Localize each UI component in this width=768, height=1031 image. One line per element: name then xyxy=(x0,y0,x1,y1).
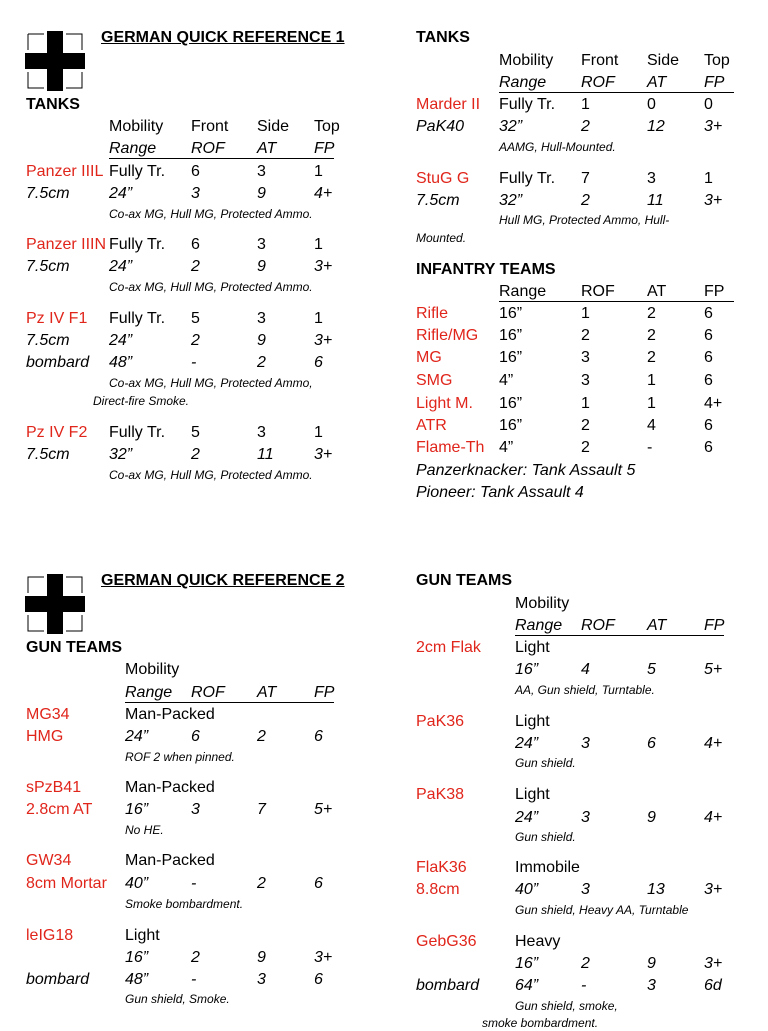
unit-note: No HE. xyxy=(125,823,164,837)
unit-note: Gun shield, Smoke. xyxy=(125,992,230,1006)
fp-value: 4+ xyxy=(704,395,723,412)
range-value: 16” xyxy=(515,661,539,678)
mobility-value: Fully Tr. xyxy=(109,163,166,180)
fp-value: 3+ xyxy=(704,881,723,898)
mobility-value: Fully Tr. xyxy=(499,170,556,187)
unit-note: Co-ax MG, Hull MG, Protected Ammo, xyxy=(109,376,313,390)
infantry-name: ATR xyxy=(416,417,447,434)
at-value: 7 xyxy=(257,801,266,818)
rof-value: 3 xyxy=(581,372,590,389)
unit-note: Direct-fire Smoke. xyxy=(93,394,190,408)
weapon-name: 7.5cm xyxy=(26,185,70,202)
col-header-range: Range xyxy=(515,617,563,634)
rof-value: 2 xyxy=(191,332,200,349)
range-value: 24” xyxy=(109,185,133,202)
infantry-footnote: Panzerknacker: Tank Assault 5 xyxy=(416,462,636,479)
range-value: 16” xyxy=(499,349,523,366)
rof-value: 3 xyxy=(581,735,590,752)
rof-value: - xyxy=(191,971,197,988)
unit-note: Co-ax MG, Hull MG, Protected Ammo. xyxy=(109,207,313,221)
range-value: 24” xyxy=(109,332,133,349)
side-value: 3 xyxy=(257,424,266,441)
range-value: 4” xyxy=(499,372,514,389)
infantry-name: SMG xyxy=(416,372,453,389)
unit-name: Marder II xyxy=(416,96,481,113)
at-value: 9 xyxy=(257,332,266,349)
infantry-name: Light M. xyxy=(416,395,473,412)
col-header-at: AT xyxy=(647,283,667,300)
side-value: 3 xyxy=(257,163,266,180)
range-value: 24” xyxy=(109,258,133,275)
fp-value: 6 xyxy=(314,971,323,988)
unit-name: 2cm Flak xyxy=(416,639,481,656)
col-header-rof: ROF xyxy=(191,140,225,157)
at-value: 3 xyxy=(647,977,656,994)
unit-name: PaK36 xyxy=(416,713,465,730)
unit-name: PaK38 xyxy=(416,786,465,803)
range-value: 64” xyxy=(515,977,539,994)
unit-name: Panzer IIIN xyxy=(26,236,107,253)
unit-name: 2.8cm AT xyxy=(26,801,93,818)
mobility-value: Light xyxy=(515,713,550,730)
rof-value: 2 xyxy=(191,949,200,966)
at-value: 2 xyxy=(647,305,656,322)
at-value: - xyxy=(647,439,653,456)
unit-note: Mounted. xyxy=(416,231,467,245)
at-value: 11 xyxy=(257,446,274,463)
unit-name: GebG36 xyxy=(416,933,477,950)
front-value: 7 xyxy=(581,170,590,187)
front-value: 5 xyxy=(191,310,200,327)
rof-value: 3 xyxy=(581,349,590,366)
mobility-value: Man-Packed xyxy=(125,706,215,723)
unit-name: Pz IV F1 xyxy=(26,310,88,327)
infantry-name: Rifle/MG xyxy=(416,327,479,344)
fp-value: 6 xyxy=(704,349,713,366)
col-header-front: Front xyxy=(191,118,229,135)
unit-note: AA, Gun shield, Turntable. xyxy=(515,683,655,697)
balkenkreuz-icon xyxy=(25,574,85,634)
fp-value: 6 xyxy=(314,728,323,745)
unit-note: Smoke bombardment. xyxy=(125,897,244,911)
mobility-value: Fully Tr. xyxy=(109,236,166,253)
fp-value: 4+ xyxy=(314,185,333,202)
at-value: 1 xyxy=(647,372,656,389)
fp-value: 4+ xyxy=(704,809,723,826)
at-value: 2 xyxy=(647,349,656,366)
col-header-range: Range xyxy=(499,74,547,91)
col-header-fp: FP xyxy=(704,74,725,91)
unit-name: Panzer IIIL xyxy=(26,163,104,180)
front-value: 5 xyxy=(191,424,200,441)
mobility-value: Light xyxy=(125,927,160,944)
rof-value: 2 xyxy=(191,446,200,463)
range-value: 48” xyxy=(125,971,149,988)
infantry-footnote: Pioneer: Tank Assault 4 xyxy=(416,484,584,501)
weapon-name: PaK40 xyxy=(416,118,465,135)
fp-value: 3+ xyxy=(704,118,723,135)
unit-note: AAMG, Hull-Mounted. xyxy=(499,140,616,154)
gun-teams-heading: GUN TEAMS xyxy=(416,572,512,589)
side-value: 3 xyxy=(257,310,266,327)
range-value: 40” xyxy=(515,881,539,898)
fp-value: 3+ xyxy=(704,192,723,209)
header-underline xyxy=(125,702,334,703)
fp-value: 3+ xyxy=(314,446,333,463)
top-value: 0 xyxy=(704,96,713,113)
rof-value: 4 xyxy=(581,661,590,678)
at-value: 9 xyxy=(257,185,266,202)
tanks-heading: TANKS xyxy=(26,96,80,113)
unit-name: FlaK36 xyxy=(416,859,467,876)
at-value: 2 xyxy=(257,728,266,745)
weapon-name: 7.5cm xyxy=(26,446,70,463)
at-value: 9 xyxy=(257,258,266,275)
rof-value: - xyxy=(581,977,587,994)
fp-value: 6 xyxy=(704,305,713,322)
col-header-mobility: Mobility xyxy=(125,661,180,678)
fp-value: 4+ xyxy=(704,735,723,752)
col-header-mobility: Mobility xyxy=(499,52,554,69)
fp-value: 3+ xyxy=(314,332,333,349)
fp-value: 6 xyxy=(704,372,713,389)
rof-value: 2 xyxy=(581,417,590,434)
col-header-range: Range xyxy=(109,140,157,157)
at-value: 9 xyxy=(647,809,656,826)
fp-value: 3+ xyxy=(314,949,333,966)
col-header-mobility: Mobility xyxy=(515,595,570,612)
rof-value: - xyxy=(191,875,197,892)
fp-value: 6 xyxy=(704,327,713,344)
unit-note: Hull MG, Protected Ammo, Hull- xyxy=(499,213,670,227)
col-header-mobility: Mobility xyxy=(109,118,164,135)
front-value: 6 xyxy=(191,163,200,180)
top-value: 1 xyxy=(704,170,713,187)
fp-value: 6 xyxy=(704,417,713,434)
col-header-fp: FP xyxy=(314,140,335,157)
at-value: 4 xyxy=(647,417,656,434)
unit-name: StuG G xyxy=(416,170,470,187)
col-header-range: Range xyxy=(499,283,547,300)
rof-value: 3 xyxy=(581,881,590,898)
fp-value: 5+ xyxy=(704,661,723,678)
rof-value: 2 xyxy=(581,439,590,456)
rof-value: 2 xyxy=(191,258,200,275)
front-value: 6 xyxy=(191,236,200,253)
rof-value: 6 xyxy=(191,728,200,745)
weapon-name: 7.5cm xyxy=(416,192,460,209)
col-header-front: Front xyxy=(581,52,619,69)
top-value: 1 xyxy=(314,163,323,180)
fp-value: 6d xyxy=(704,977,722,994)
rof-value: 2 xyxy=(581,327,590,344)
col-header-fp: FP xyxy=(314,684,335,701)
rof-value: 2 xyxy=(581,192,590,209)
at-value: 2 xyxy=(647,327,656,344)
col-header-fp: FP xyxy=(704,617,725,634)
at-value: 13 xyxy=(647,881,665,898)
fp-value: 6 xyxy=(314,875,323,892)
mobility-value: Fully Tr. xyxy=(109,310,166,327)
at-value: 5 xyxy=(647,661,656,678)
top-value: 1 xyxy=(314,310,323,327)
reference-1-title: GERMAN QUICK REFERENCE 1 xyxy=(101,29,345,46)
unit-name: leIG18 xyxy=(26,927,74,944)
at-value: 9 xyxy=(257,949,266,966)
weapon-name: 7.5cm xyxy=(26,258,70,275)
unit-name: sPzB41 xyxy=(26,779,82,796)
weapon-name: bombard xyxy=(26,971,90,988)
col-header-fp: FP xyxy=(704,283,725,300)
range-value: 32” xyxy=(499,192,523,209)
col-header-at: AT xyxy=(257,684,277,701)
range-value: 4” xyxy=(499,439,514,456)
unit-name: GW34 xyxy=(26,852,72,869)
balkenkreuz-icon xyxy=(25,31,85,91)
header-underline xyxy=(109,158,334,159)
rof-value: 1 xyxy=(581,305,590,322)
range-value: 16” xyxy=(125,949,149,966)
col-header-at: AT xyxy=(647,74,667,91)
range-value: 32” xyxy=(109,446,133,463)
weapon-name: bombard xyxy=(26,354,90,371)
unit-name: MG34 xyxy=(26,706,70,723)
range-value: 32” xyxy=(499,118,523,135)
side-value: 3 xyxy=(257,236,266,253)
infantry-name: Flame-Th xyxy=(416,439,485,456)
at-value: 2 xyxy=(257,354,266,371)
unit-name: 8.8cm xyxy=(416,881,460,898)
mobility-value: Immobile xyxy=(515,859,580,876)
unit-note: smoke bombardment. xyxy=(482,1016,599,1030)
side-value: 0 xyxy=(647,96,656,113)
fp-value: 3+ xyxy=(314,258,333,275)
range-value: 24” xyxy=(515,809,539,826)
rof-value: 3 xyxy=(581,809,590,826)
range-value: 16” xyxy=(499,395,523,412)
rof-value: 2 xyxy=(581,118,590,135)
rof-value: 1 xyxy=(581,395,590,412)
mobility-value: Fully Tr. xyxy=(109,424,166,441)
fp-value: 6 xyxy=(314,354,323,371)
mobility-value: Light xyxy=(515,786,550,803)
unit-name: Pz IV F2 xyxy=(26,424,88,441)
col-header-at: AT xyxy=(257,140,277,157)
at-value: 12 xyxy=(647,118,665,135)
reference-2-title: GERMAN QUICK REFERENCE 2 xyxy=(101,572,345,589)
mobility-value: Man-Packed xyxy=(125,852,215,869)
tanks-heading: TANKS xyxy=(416,29,470,46)
col-header-top: Top xyxy=(314,118,340,135)
header-underline xyxy=(515,635,724,636)
col-header-rof: ROF xyxy=(581,74,615,91)
range-value: 24” xyxy=(515,735,539,752)
unit-name: 8cm Mortar xyxy=(26,875,107,892)
range-value: 16” xyxy=(515,955,539,972)
header-underline xyxy=(499,92,734,93)
unit-note: Co-ax MG, Hull MG, Protected Ammo. xyxy=(109,280,313,294)
at-value: 3 xyxy=(257,971,266,988)
at-value: 2 xyxy=(257,875,266,892)
top-value: 1 xyxy=(314,424,323,441)
rof-value: 3 xyxy=(191,185,200,202)
fp-value: 3+ xyxy=(704,955,723,972)
side-value: 3 xyxy=(647,170,656,187)
at-value: 9 xyxy=(647,955,656,972)
top-value: 1 xyxy=(314,236,323,253)
unit-note: Gun shield. xyxy=(515,756,576,770)
range-value: 40” xyxy=(125,875,149,892)
unit-note: ROF 2 when pinned. xyxy=(125,750,235,764)
fp-value: 5+ xyxy=(314,801,333,818)
mobility-value: Light xyxy=(515,639,550,656)
mobility-value: Fully Tr. xyxy=(499,96,556,113)
weapon-name: 7.5cm xyxy=(26,332,70,349)
range-value: 16” xyxy=(125,801,149,818)
rof-value: 2 xyxy=(581,955,590,972)
mobility-value: Man-Packed xyxy=(125,779,215,796)
at-value: 11 xyxy=(647,192,664,209)
col-header-rof: ROF xyxy=(581,617,615,634)
unit-note: Co-ax MG, Hull MG, Protected Ammo. xyxy=(109,468,313,482)
at-value: 1 xyxy=(647,395,656,412)
unit-note: Gun shield, smoke, xyxy=(515,999,618,1013)
unit-note: Gun shield, Heavy AA, Turntable xyxy=(515,903,689,917)
range-value: 16” xyxy=(499,305,523,322)
unit-note: Gun shield. xyxy=(515,830,576,844)
col-header-rof: ROF xyxy=(191,684,225,701)
at-value: 6 xyxy=(647,735,656,752)
unit-name: HMG xyxy=(26,728,64,745)
col-header-top: Top xyxy=(704,52,730,69)
col-header-side: Side xyxy=(257,118,290,135)
weapon-name: bombard xyxy=(416,977,480,994)
col-header-side: Side xyxy=(647,52,680,69)
gun-teams-heading: GUN TEAMS xyxy=(26,639,122,656)
range-value: 24” xyxy=(125,728,149,745)
mobility-value: Heavy xyxy=(515,933,561,950)
range-value: 16” xyxy=(499,417,523,434)
front-value: 1 xyxy=(581,96,590,113)
col-header-at: AT xyxy=(647,617,667,634)
col-header-range: Range xyxy=(125,684,173,701)
infantry-heading: INFANTRY TEAMS xyxy=(416,261,556,278)
rof-value: - xyxy=(191,354,197,371)
range-value: 16” xyxy=(499,327,523,344)
header-underline xyxy=(499,301,734,302)
infantry-name: Rifle xyxy=(416,305,449,322)
fp-value: 6 xyxy=(704,439,713,456)
range-value: 48” xyxy=(109,354,133,371)
col-header-rof: ROF xyxy=(581,283,615,300)
infantry-name: MG xyxy=(416,349,442,366)
rof-value: 3 xyxy=(191,801,200,818)
